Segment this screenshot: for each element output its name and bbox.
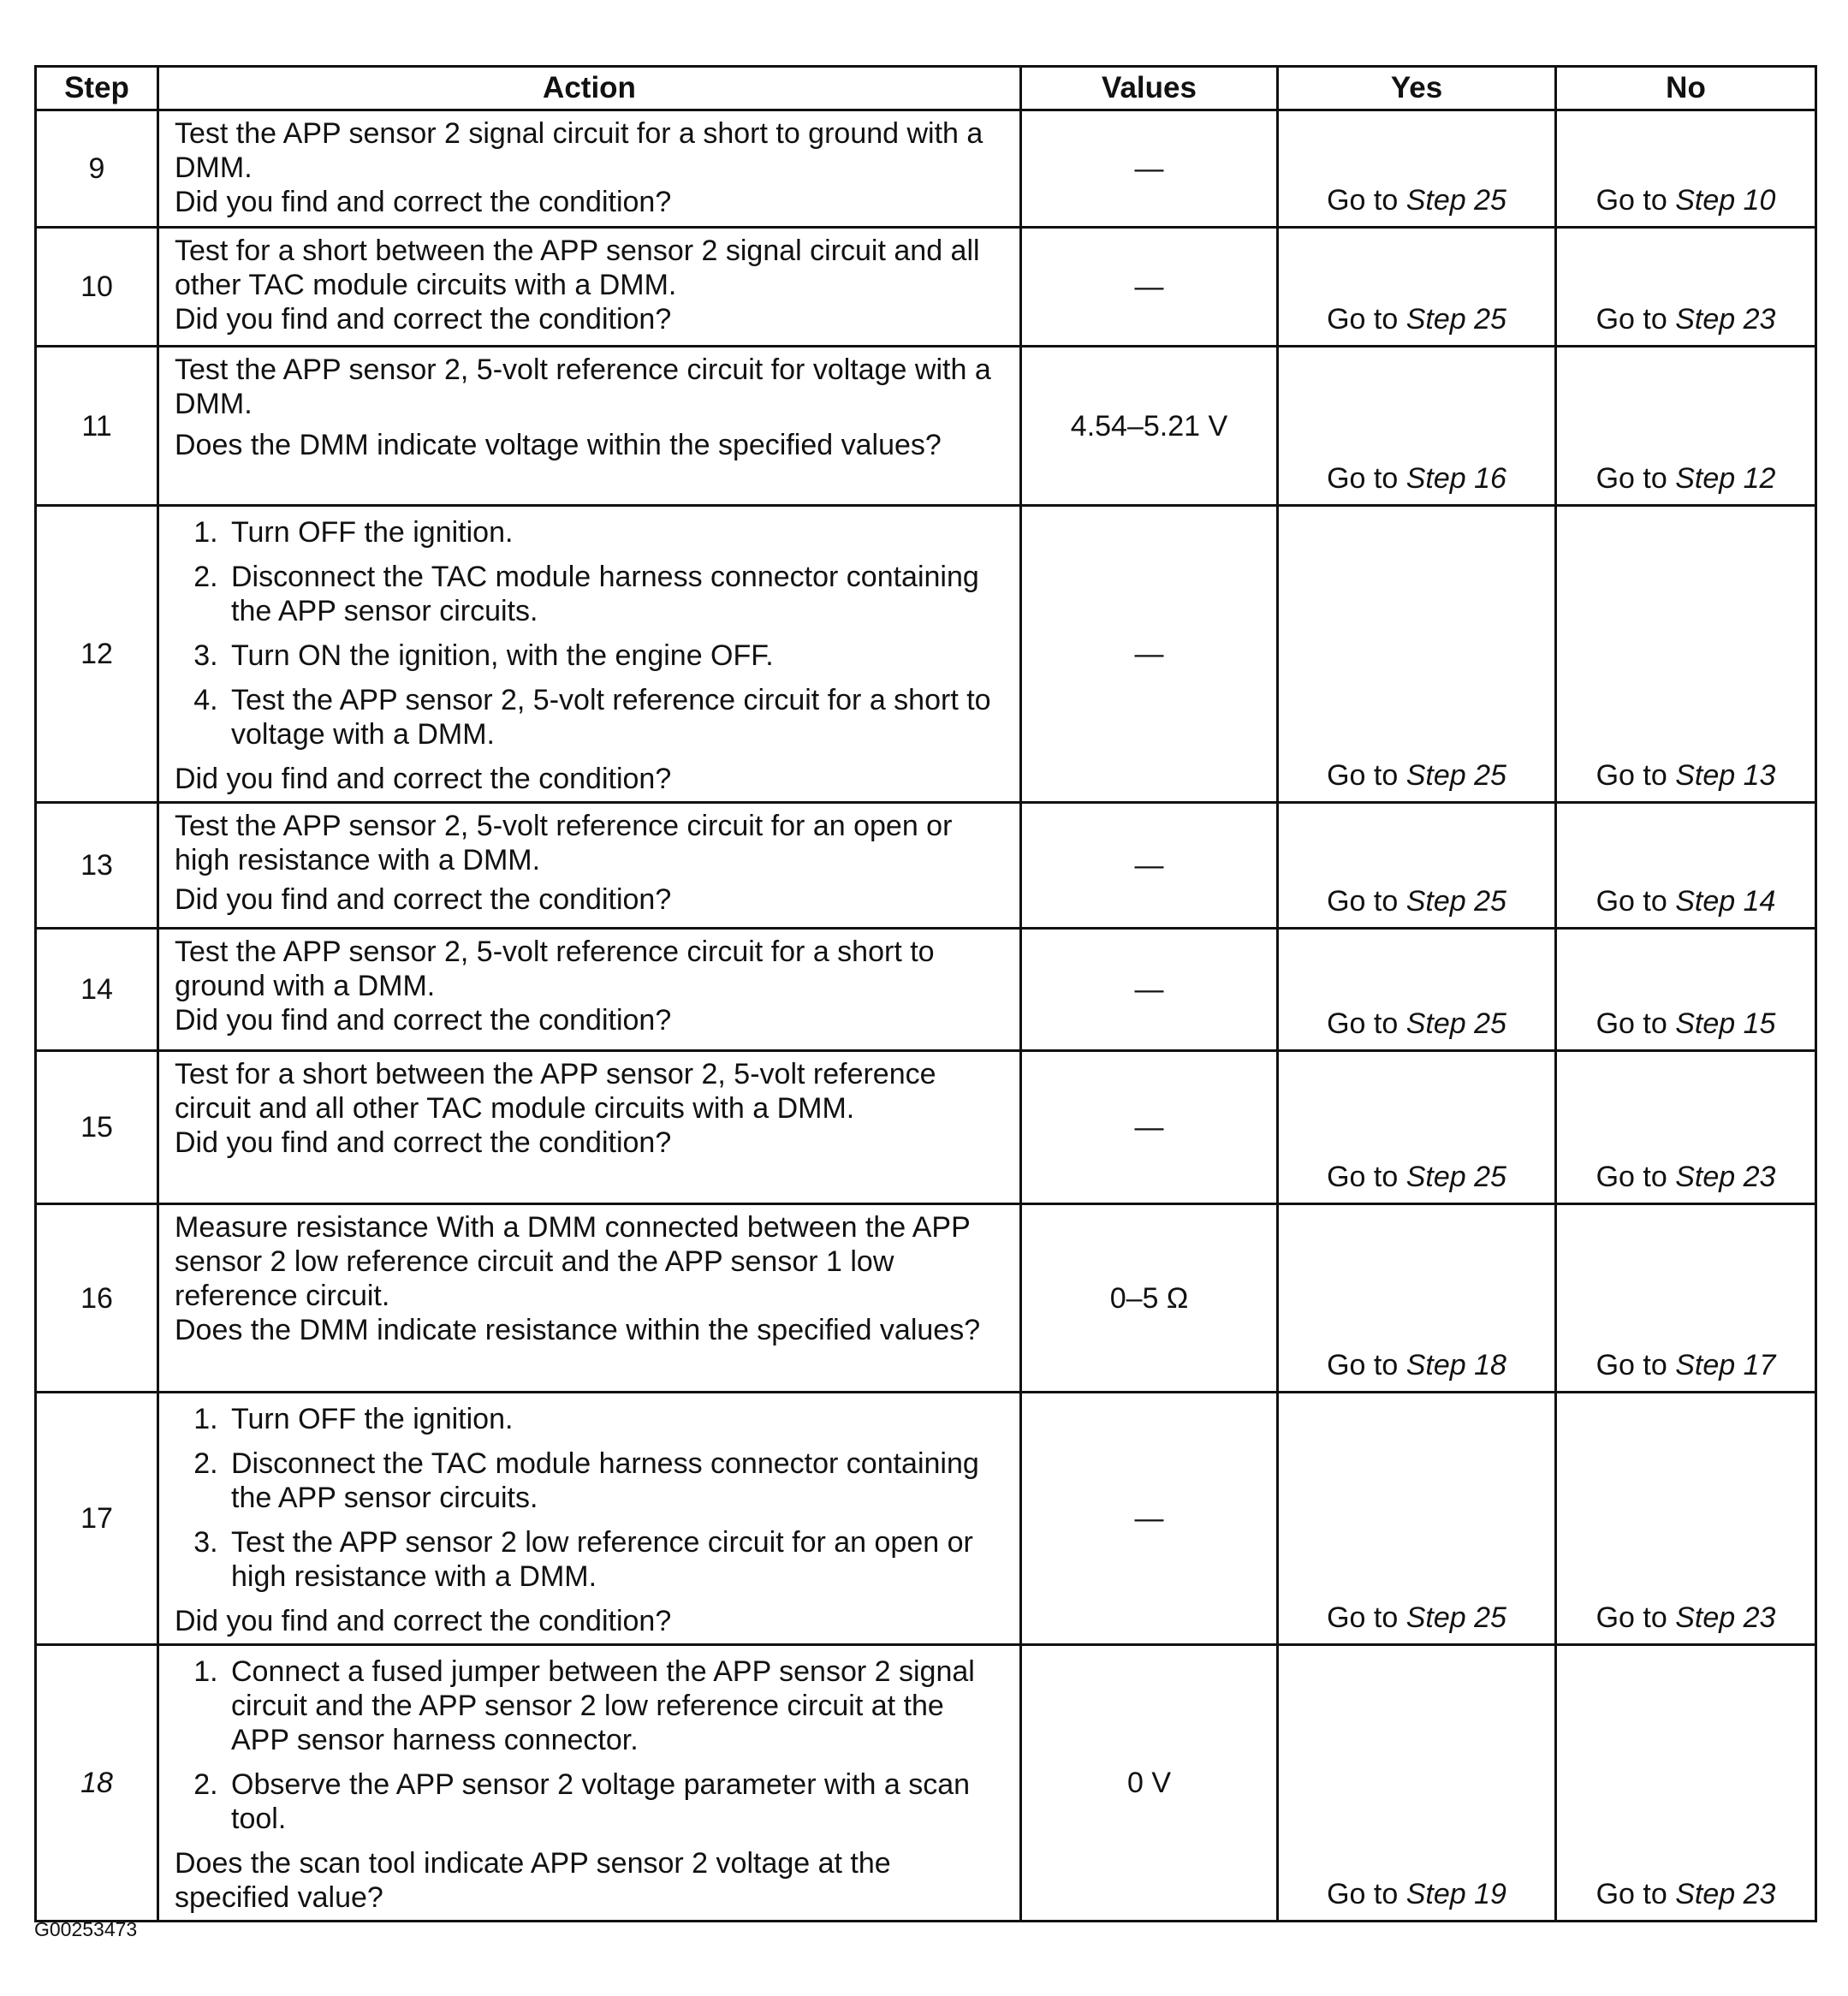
go-to-text: Go to (1595, 184, 1667, 217)
go-to-text: Go to (1595, 1007, 1667, 1040)
step-link[interactable]: Step 12 (1675, 462, 1776, 495)
action-question: Does the DMM indicate resistance within the specified values? (175, 1314, 981, 1346)
values-cell: — (1021, 929, 1278, 1051)
diagnostic-table (34, 65, 1817, 1922)
action-question: Did you find and correct the condition? (175, 1605, 672, 1637)
action-text: Test the APP sensor 2 signal circuit for a short to ground with a DMM. (175, 117, 983, 184)
go-to-text: Go to (1595, 1601, 1667, 1634)
yes-cell (1278, 1051, 1556, 1204)
table-row (36, 347, 1816, 506)
step-link[interactable]: Step 13 (1675, 759, 1776, 792)
step-link[interactable]: Step 25 (1405, 759, 1506, 792)
yes-cell (1278, 506, 1556, 803)
no-cell (1556, 1645, 1816, 1922)
action-text: Test the APP sensor 2, 5-volt reference circuit for a short to ground with a DMM. (175, 936, 935, 1002)
list-item: 2. Observe the APP sensor 2 voltage parameter with a scan tool. (226, 1767, 1007, 1836)
values-cell: — (1021, 228, 1278, 347)
yes-cell (1278, 1645, 1556, 1922)
list-item: 3. Turn ON the ignition, with the engine OFF. (226, 639, 1007, 673)
table-row (36, 929, 1816, 1051)
step-link[interactable]: Step 25 (1405, 303, 1506, 336)
go-to-text: Go to (1327, 759, 1399, 792)
action-question: Does the scan tool indicate APP sensor 2 voltage at the specified value? (175, 1847, 891, 1914)
step-link[interactable]: Step 10 (1675, 184, 1776, 217)
step-number: 12 (36, 506, 158, 803)
table-row (36, 228, 1816, 347)
yes-cell (1278, 1393, 1556, 1645)
step-number: 16 (36, 1204, 158, 1393)
yes-cell (1278, 347, 1556, 506)
action-text: Test for a short between the APP sensor 2 signal circuit and all other TAC module circuits with a DMM. (175, 235, 980, 301)
go-to-text: Go to (1327, 1007, 1399, 1040)
go-to-text: Go to (1327, 1878, 1399, 1910)
action-steps-list (175, 1654, 1007, 1836)
yes-cell (1278, 1204, 1556, 1393)
step-number: 17 (36, 1393, 158, 1645)
header-values: Values (1021, 67, 1278, 110)
go-to-text: Go to (1595, 759, 1667, 792)
table-row (36, 1051, 1816, 1204)
action-steps-list (175, 515, 1007, 751)
action-question: Did you find and correct the condition? (175, 303, 672, 336)
list-item: 3. Test the APP sensor 2 low reference circuit for an open or high resistance with a DMM. (226, 1525, 1007, 1594)
no-cell (1556, 347, 1816, 506)
step-number: 15 (36, 1051, 158, 1204)
go-to-text: Go to (1595, 1349, 1667, 1381)
action-question: Did you find and correct the condition? (175, 1004, 672, 1037)
no-cell (1556, 506, 1816, 803)
table-row (36, 1204, 1816, 1393)
step-number: 13 (36, 803, 158, 929)
step-number: 10 (36, 228, 158, 347)
yes-cell (1278, 228, 1556, 347)
header-no: No (1556, 67, 1816, 110)
step-link[interactable]: Step 25 (1405, 1161, 1506, 1193)
step-link[interactable]: Step 25 (1405, 184, 1506, 217)
action-question: Did you find and correct the condition? (175, 186, 672, 218)
step-number: 18 (36, 1645, 158, 1922)
list-item: 2. Disconnect the TAC module harness connector containing the APP sensor circuits. (226, 560, 1007, 628)
no-cell (1556, 228, 1816, 347)
yes-cell (1278, 929, 1556, 1051)
step-link[interactable]: Step 14 (1675, 885, 1776, 918)
list-item: 1. Turn OFF the ignition. (226, 1402, 1007, 1436)
go-to-text: Go to (1595, 1161, 1667, 1193)
action-text: Test for a short between the APP sensor 2, 5-volt reference circuit and all other TAC module circuits with a DMM. (175, 1058, 936, 1125)
step-number: 14 (36, 929, 158, 1051)
step-number: 11 (36, 347, 158, 506)
step-link[interactable]: Step 25 (1405, 1007, 1506, 1040)
action-cell (158, 1393, 1021, 1645)
no-cell (1556, 1393, 1816, 1645)
go-to-text: Go to (1327, 1161, 1399, 1193)
action-cell (158, 929, 1021, 1051)
step-link[interactable]: Step 19 (1405, 1878, 1506, 1910)
go-to-text: Go to (1595, 1878, 1667, 1910)
action-cell (158, 1051, 1021, 1204)
step-number: 9 (36, 110, 158, 228)
yes-cell (1278, 803, 1556, 929)
values-cell: 4.54–5.21 V (1021, 347, 1278, 506)
table-row (36, 506, 1816, 803)
no-cell (1556, 929, 1816, 1051)
go-to-text: Go to (1327, 885, 1399, 918)
action-cell (158, 803, 1021, 929)
step-link[interactable]: Step 23 (1675, 1601, 1776, 1634)
no-cell (1556, 110, 1816, 228)
action-cell (158, 347, 1021, 506)
action-text: Test the APP sensor 2, 5-volt reference circuit for voltage with a DMM. (175, 353, 991, 420)
yes-cell (1278, 110, 1556, 228)
values-cell: 0–5 Ω (1021, 1204, 1278, 1393)
step-link[interactable]: Step 16 (1405, 462, 1506, 495)
list-item: 2. Disconnect the TAC module harness connector containing the APP sensor circuits. (226, 1447, 1007, 1515)
values-cell: 0 V (1021, 1645, 1278, 1922)
no-cell (1556, 803, 1816, 929)
header-yes: Yes (1278, 67, 1556, 110)
table-row (36, 803, 1816, 929)
go-to-text: Go to (1595, 303, 1667, 336)
action-question: Did you find and correct the condition? (175, 883, 672, 916)
step-link[interactable]: Step 17 (1675, 1349, 1776, 1381)
go-to-text: Go to (1595, 462, 1667, 495)
step-link[interactable]: Step 15 (1675, 1007, 1776, 1040)
action-cell (158, 506, 1021, 803)
list-item: 1. Turn OFF the ignition. (226, 515, 1007, 549)
table-row (36, 110, 1816, 228)
header-row (36, 67, 1816, 110)
action-cell (158, 1204, 1021, 1393)
values-cell: — (1021, 1393, 1278, 1645)
action-text: Test the APP sensor 2, 5-volt reference circuit for an open or high resistance with a DMM. (175, 810, 953, 876)
values-cell: — (1021, 506, 1278, 803)
step-link[interactable]: Step 23 (1675, 1161, 1776, 1193)
values-cell: — (1021, 803, 1278, 929)
action-steps-list (175, 1402, 1007, 1594)
table-row (36, 1393, 1816, 1645)
values-cell: — (1021, 1051, 1278, 1204)
step-link[interactable]: Step 25 (1405, 1601, 1506, 1634)
go-to-text: Go to (1327, 303, 1399, 336)
no-cell (1556, 1204, 1816, 1393)
header-step: Step (36, 67, 158, 110)
values-cell: — (1021, 110, 1278, 228)
action-cell (158, 110, 1021, 228)
header-action: Action (158, 67, 1021, 110)
no-cell (1556, 1051, 1816, 1204)
step-link[interactable]: Step 18 (1405, 1349, 1506, 1381)
action-question: Did you find and correct the condition? (175, 763, 672, 795)
go-to-text: Go to (1327, 462, 1399, 495)
table-row (36, 1645, 1816, 1922)
action-question: Does the DMM indicate voltage within the specified values? (175, 429, 942, 461)
go-to-text: Go to (1327, 184, 1399, 217)
go-to-text: Go to (1595, 885, 1667, 918)
step-link[interactable]: Step 23 (1675, 1878, 1776, 1910)
list-item: 1. Connect a fused jumper between the APP sensor 2 signal circuit and the APP sensor 2 low reference circuit at the APP sensor harness connector. (226, 1654, 1007, 1757)
step-link[interactable]: Step 25 (1405, 885, 1506, 918)
list-item: 4. Test the APP sensor 2, 5-volt reference circuit for a short to voltage with a DMM. (226, 683, 1007, 751)
figure-id: G00253473 (34, 1918, 138, 1940)
action-cell (158, 1645, 1021, 1922)
action-cell (158, 228, 1021, 347)
go-to-text: Go to (1327, 1349, 1399, 1381)
action-text: Measure resistance With a DMM connected between the APP sensor 2 low reference circuit and the APP sensor 1 low reference circuit. (175, 1211, 971, 1312)
step-link[interactable]: Step 23 (1675, 303, 1776, 336)
go-to-text: Go to (1327, 1601, 1399, 1634)
action-question: Did you find and correct the condition? (175, 1126, 672, 1159)
